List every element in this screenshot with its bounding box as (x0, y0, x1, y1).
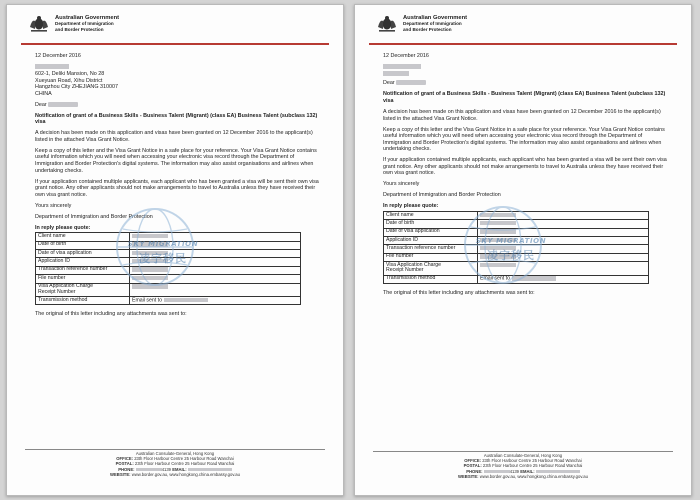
email-sent-to: Email sent to (480, 275, 510, 282)
value-vacrn (478, 262, 649, 275)
label-file-number: File number (384, 253, 478, 261)
value-transmission (130, 296, 301, 304)
dept-line-2: and Border Protection (403, 27, 452, 32)
address-line-3: Hangzhou City ZHEJIANG 310007 (35, 84, 118, 91)
address-line-2: Xueyuan Road, Xihu District (35, 77, 103, 84)
dept-line-1: Department of Immigration (403, 21, 462, 27)
table-row (36, 283, 301, 296)
vacrn-line-1: Visa Application Charge (386, 261, 441, 268)
paragraph-keep-copy: Keep a copy of this letter and the Visa Grant Notice in a safe place for your reference. Your Visa Grant Notice contains useful information which you will need when accessing your electronic visa record through the Department of Immigration and Border Protection's digital systems. The information may also assist organisations and airlines when undertaking checks. (383, 126, 665, 153)
notification-heading: Notification of grant of a Business Skills - Business Talent (Migrant) (class EA) Business Talent (subclass 132) visa (35, 112, 318, 126)
vacrn-line-2: Receipt Number (386, 267, 424, 274)
quote-heading: In reply please quote: (35, 224, 91, 231)
paragraph-multiple-applicants: If your application contained multiple applicants, each applicant who has been granted a visa will be sent their own visa grant notice. Any other applicants should not make arrangements to travel to Australia unless they have received their own visa grant notice. (35, 178, 319, 198)
table-row (384, 220, 649, 228)
redacted-value (132, 267, 168, 271)
signoff: Yours sincerely (383, 181, 420, 188)
value-client-name (478, 212, 649, 220)
redacted-name (35, 64, 69, 69)
table-row (384, 275, 649, 283)
letter-body (35, 53, 323, 322)
dept-line-1: Department of Immigration (55, 21, 114, 27)
watermark-text-cn: 凌宇移民 (487, 249, 535, 262)
letter-date: 12 December 2016 (383, 53, 429, 59)
redacted-recipient (48, 102, 78, 107)
redacted-value (132, 234, 168, 238)
letterhead (29, 15, 119, 33)
vacrn-line-2: Receipt Number (38, 288, 76, 295)
salutation: Dear (383, 80, 395, 87)
footer-website: WEBSITE: www.border.gov.au, www.hongkong.china.embassy.gov.au (110, 471, 240, 477)
value-dob (478, 220, 649, 228)
footer-rule (373, 451, 673, 452)
coat-of-arms-icon (29, 15, 49, 33)
coat-of-arms-icon (377, 15, 397, 33)
paragraph-decision: A decision has been made on this application and visas have been granted on 12 December 2016 to the applicant(s) listed in the attached Visa Grant Notice. (383, 108, 661, 122)
label-vacrn (384, 262, 478, 275)
redacted-address (383, 64, 421, 69)
dept-line-2: and Border Protection (55, 27, 104, 32)
label-transmission: Transmission method (36, 296, 130, 304)
label-vacrn (36, 283, 130, 296)
department-signature: Department of Immigration and Border Protection (35, 213, 153, 220)
letter-date: 12 December 2016 (35, 53, 81, 59)
watermark-text-cn: 凌宇移民 (139, 252, 187, 265)
label-app-id: Application ID (384, 237, 478, 245)
value-vacrn (130, 283, 301, 296)
redacted-value (480, 229, 516, 233)
watermark-text-en: SKY MIGRATION (127, 240, 199, 248)
gov-name: Australian Government (403, 15, 468, 21)
label-trn: Transaction reference number (384, 245, 478, 253)
address-line-4: CHINA (35, 90, 52, 97)
label-date-app: Date of visa application (384, 228, 478, 236)
address-block (383, 64, 671, 76)
paragraph-multiple-applicants: If your application contained multiple applicants, each applicant who has been granted a visa will be sent their own visa grant notice. Any other applicants should not make arrangements to travel to Australia unless they have received their own visa grant notice. (383, 157, 667, 177)
redacted-value (480, 221, 516, 225)
redacted-phone (136, 468, 162, 472)
label-dob: Date of birth (384, 220, 478, 228)
address-block (35, 64, 323, 97)
footer-phone-email: PHONE: 4139 EMAIL: (375, 469, 671, 474)
footer-consulate: Australian Consulate-General, Hong Kong (483, 453, 563, 458)
table-row (384, 262, 649, 275)
letter-page-right (354, 4, 692, 496)
label-dob: Date of birth (36, 241, 130, 249)
label-date-app: Date of visa application (36, 250, 130, 258)
redacted-value (480, 213, 516, 217)
signoff: Yours sincerely (35, 202, 72, 209)
department-signature: Department of Immigration and Border Protection (383, 192, 501, 199)
redacted-email (188, 468, 232, 472)
value-date-app (478, 228, 649, 236)
table-row (36, 275, 301, 283)
watermark-text-en: SKY MIGRATION (475, 237, 547, 245)
table-row (384, 228, 649, 236)
footer-website: WEBSITE: www.border.gov.au, www.hongkong.china.embassy.gov.au (458, 473, 588, 479)
redacted-value (132, 284, 168, 288)
paragraph-keep-copy: Keep a copy of this letter and the Visa Grant Notice in a safe place for your reference. Your Visa Grant Notice contains useful information which you will need when accessing your electronic visa record through the Department of Immigration and Border Protection's digital systems. The information may also assist organisations and airlines when undertaking checks. (35, 147, 317, 174)
footer-rule (25, 449, 325, 450)
letterhead (377, 15, 467, 33)
header-rule (21, 43, 329, 45)
label-client-name: Client name (384, 212, 478, 220)
footer-office: OFFICE: 23th Floor Harbour Centre 25 Harbour Road Wanchai (464, 458, 582, 464)
salutation-line (35, 102, 323, 109)
footer-office: OFFICE: 23th Floor Harbour Centre 25 Harbour Road Wanchai (116, 456, 234, 462)
letter-body (383, 53, 671, 301)
header-rule (369, 43, 677, 45)
salutation: Dear (35, 101, 47, 108)
quote-heading: In reply please quote: (383, 203, 439, 210)
notification-heading: Notification of grant of a Business Skills - Business Talent (Migrant) (class EA) Business Talent (subclass 132) visa (383, 91, 666, 104)
table-row (384, 212, 649, 220)
label-trn: Transaction reference number (36, 266, 130, 274)
redacted-email (164, 298, 208, 302)
redacted-email (512, 276, 556, 280)
footer-postal: POSTAL: 23th Floor Harbour Centre 25 Harbour Road Wanchai (463, 463, 583, 469)
vacrn-line-1: Visa Application Charge (38, 283, 93, 290)
value-trn (130, 266, 301, 274)
label-transmission: Transmission method (384, 275, 478, 283)
gov-name: Australian Government (55, 15, 120, 21)
table-row (36, 296, 301, 304)
footer-postal: POSTAL: 23th Floor Harbour Centre 25 Harbour Road Wanchai (115, 461, 235, 467)
redacted-email (536, 470, 580, 474)
redacted-recipient (396, 80, 426, 85)
redacted-phone (484, 470, 510, 474)
letter-page-left (6, 4, 344, 496)
table-row (36, 266, 301, 274)
label-file-number: File number (36, 275, 130, 283)
footer (27, 451, 323, 477)
value-file-number (130, 275, 301, 283)
label-app-id: Application ID (36, 258, 130, 266)
label-client-name: Client name (36, 233, 130, 241)
redacted-value (480, 263, 516, 267)
redacted-address (383, 71, 409, 76)
footer-consulate: Australian Consulate-General, Hong Kong (135, 451, 215, 456)
original-sent-to: The original of this letter including any attachments was sent to: (35, 311, 187, 318)
paragraph-decision: A decision has been made on this application and visas have been granted on 12 December 2016 to the applicant(s) listed in the attached Visa Grant Notice. (35, 130, 313, 143)
original-sent-to: The original of this letter including any attachments was sent to: (383, 289, 535, 296)
address-line-1: 602-1, Deliki Mansion, No 28 (35, 70, 105, 77)
footer-phone-email: PHONE: 4139 EMAIL: (27, 467, 323, 472)
footer (375, 453, 671, 479)
salutation-line (383, 80, 671, 87)
value-transmission (478, 275, 649, 283)
email-sent-to: Email sent to (132, 297, 162, 304)
redacted-value (132, 276, 168, 280)
